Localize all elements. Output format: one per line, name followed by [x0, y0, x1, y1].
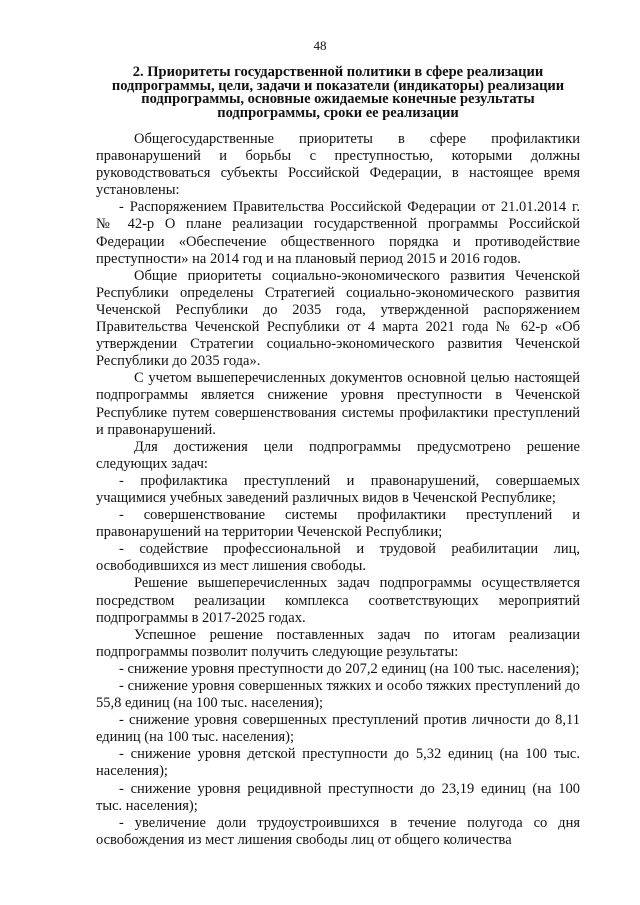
paragraph: Общегосударственные приоритеты в сфере профилактики правонарушений и борьбы с преступностью, которыми должны руководствоваться субъекты Российской Федерации, в настоящее время установлены:: [96, 131, 580, 199]
paragraph: С учетом вышеперечисленных документов основной целью настоящей подпрограммы является снижение уровня преступности в Чеченской Республике путем совершенствования системы профилактики преступлений и правонарушений.: [96, 370, 580, 438]
paragraph: Для достижения цели подпрограммы предусмотрено решение следующих задач:: [96, 438, 580, 472]
list-item: - снижение уровня совершенных преступлений против личности до 8,11 единиц (на 100 тыс. населения);: [96, 712, 580, 746]
list-item: - увеличение доли трудоустроившихся в течение полугода со дня освобождения из мест лишения свободы лиц от общего количества: [96, 814, 580, 848]
list-item: - профилактика преступлений и правонарушений, совершаемых учащимися учебных заведений различных видов в Чеченской Республике;: [96, 472, 580, 506]
list-item: - Распоряжением Правительства Российской Федерации от 21.01.2014 г. № 42-р О плане реализации государственной программы Российской Федерации «Обеспечение общественного порядка и противодействие преступности» на 2014 год и на плановый период 2015 и 2016 годов.: [96, 199, 580, 267]
paragraph: Решение вышеперечисленных задач подпрограммы осуществляется посредством реализации комплекса соответствующих мероприятий подпрограммы в 2017-2025 годах.: [96, 575, 580, 626]
body-text: [96, 131, 580, 849]
paragraph: Успешное решение поставленных задач по итогам реализации подпрограммы позволит получить следующие результаты:: [96, 626, 580, 660]
list-item: - содействие профессиональной и трудовой реабилитации лиц, освободившихся из мест лишения свободы.: [96, 541, 580, 575]
list-item: - снижение уровня рецидивной преступности до 23,19 единиц (на 100 тыс. населения);: [96, 780, 580, 814]
list-item: - снижение уровня совершенных тяжких и особо тяжких преступлений до 55,8 единиц (на 100 тыс. населения);: [96, 678, 580, 712]
list-item: - снижение уровня преступности до 207,2 единиц (на 100 тыс. населения);: [119, 660, 580, 677]
list-item: - совершенствование системы профилактики преступлений и правонарушений на территории Чеченской Республики;: [96, 507, 580, 541]
paragraph: Общие приоритеты социально-экономического развития Чеченской Республики определены Стратегией социально-экономического развития Чеченской Республики до 2035 года, утвержденной распоряжением Правительства Чеченской Республики от 4 марта 2021 года № 62-р «Об утверждении Стратегии социально-экономического развития Чеченской Республики до 2035 года».: [96, 267, 580, 370]
list-item: - снижение уровня детской преступности до 5,32 единиц (на 100 тыс. населения);: [96, 746, 580, 780]
section-heading: 2. Приоритеты государственной политики в сфере реализации подпрограммы, цели, задачи и показатели (индикаторы) реализации подпрограммы, основные ожидаемые конечные результаты подпрограммы, сроки ее реализации: [111, 64, 565, 121]
page-number: 48: [313, 38, 327, 53]
